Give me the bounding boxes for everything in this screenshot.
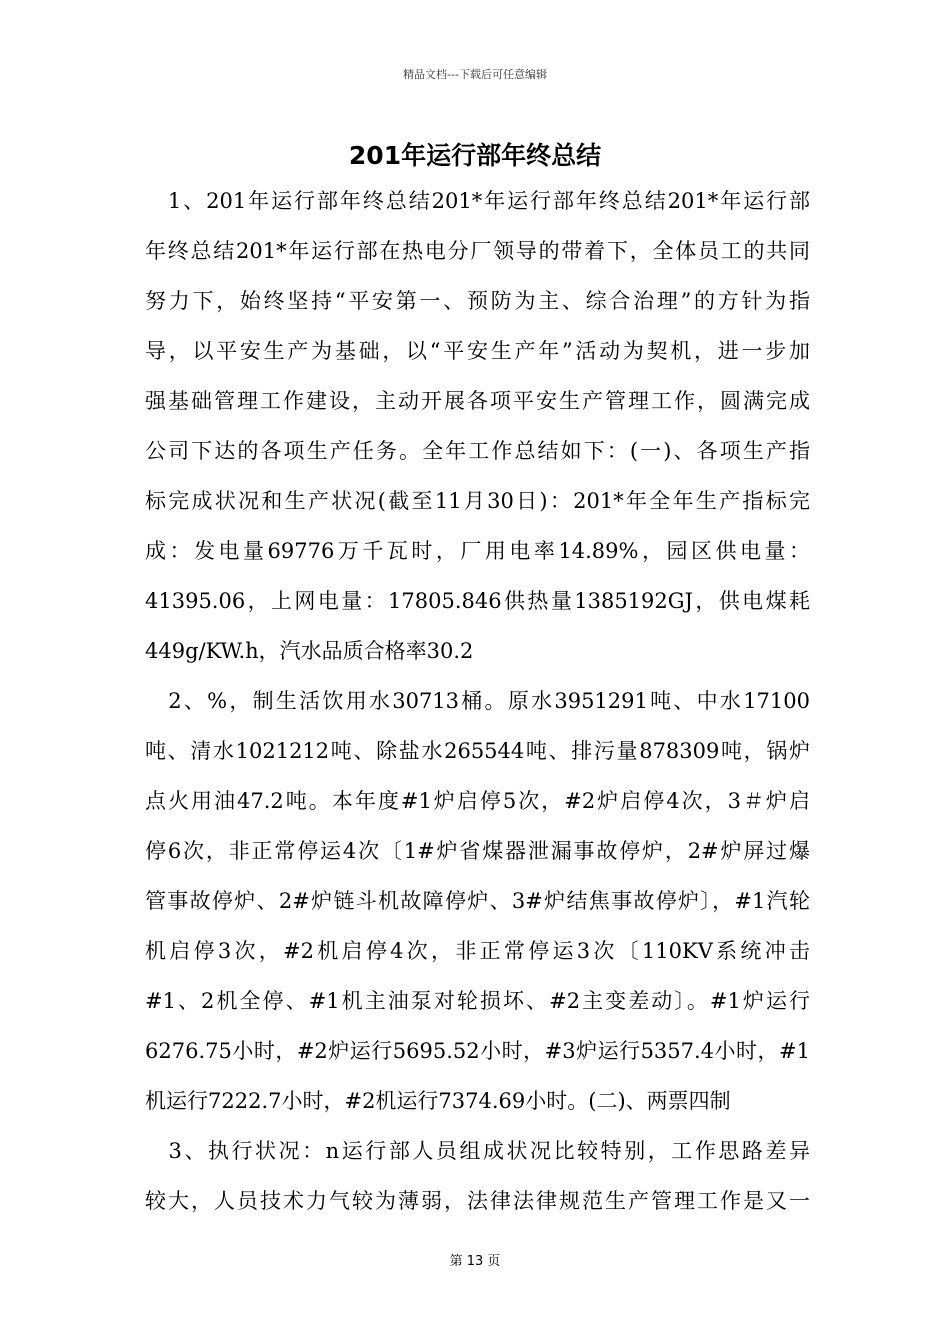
text-line: 停6次，非正常停运4次〔1#炉省煤器泄漏事故停炉，2#炉屏过爆 (145, 839, 810, 863)
text-line: 449g/KW.h，汽水品质合格率30.2 (145, 639, 474, 663)
paragraph-3 (145, 1126, 810, 1226)
text-line: 机启停3次，#2机启停4次，非正常停运3次〔110KV系统冲击 (145, 939, 810, 963)
text-line: 点火用油47.2吨。本年度#1炉启停5次，#2炉启停4次，3＃炉启 (145, 789, 810, 813)
text-line: 1、201年运行部年终总结201*年运行部年终总结201*年运行部 (145, 189, 810, 213)
page-number: 第 13 页 (449, 1254, 501, 1269)
text-line: 41395.06，上网电量：17805.846供热量1385192GJ，供电煤耗 (145, 589, 810, 613)
paragraph-1 (145, 176, 810, 676)
text-line: 公司下达的各项生产任务。全年工作总结如下：(一)、各项生产指 (145, 439, 810, 463)
text-line: 机运行7222.7小时，#2机运行7374.69小时。(二)、两票四制 (145, 1089, 731, 1113)
text-line: 3、执行状况：n运行部人员组成状况比较特别，工作思路差异 (145, 1139, 810, 1163)
text-line: 强基础管理工作建设，主动开展各项平安生产管理工作，圆满完成 (145, 389, 810, 413)
text-line: 年终总结201*年运行部在热电分厂领导的带着下，全体员工的共同 (145, 239, 810, 263)
paragraph-2 (145, 676, 810, 1126)
document-title: 201年运行部年终总结 (348, 141, 602, 170)
text-line: 标完成状况和生产状况(截至11月30日)：201*年全年生产指标完 (145, 489, 810, 513)
text-line: 较大，人员技术力气较为薄弱，法律法律规范生产管理工作是又一 (145, 1189, 810, 1213)
document-body (145, 176, 810, 1226)
header-note: 精品文档---下载后可任意编辑 (403, 68, 547, 81)
text-line: #1、2机全停、#1机主油泵对轮损坏、#2主变差动〕。#1炉运行 (145, 989, 810, 1013)
text-line: 管事故停炉、2#炉链斗机故障停炉、3#炉结焦事故停炉〕，#1汽轮 (145, 889, 810, 913)
text-line: 导，以平安生产为基础，以“平安生产年”活动为契机，进一步加 (145, 339, 810, 363)
text-line: 成：发电量69776万千瓦时，厂用电率14.89%，园区供电量： (145, 539, 810, 563)
text-line: 2、%，制生活饮用水30713桶。原水3951291吨、中水17100 (145, 689, 810, 713)
text-line: 6276.75小时，#2炉运行5695.52小时，#3炉运行5357.4小时，#1 (145, 1039, 810, 1063)
text-line: 吨、清水1021212吨、除盐水265544吨、排污量878309吨，锅炉 (145, 739, 810, 763)
text-line: 努力下，始终坚持“平安第一、预防为主、综合治理”的方针为指 (145, 289, 810, 313)
